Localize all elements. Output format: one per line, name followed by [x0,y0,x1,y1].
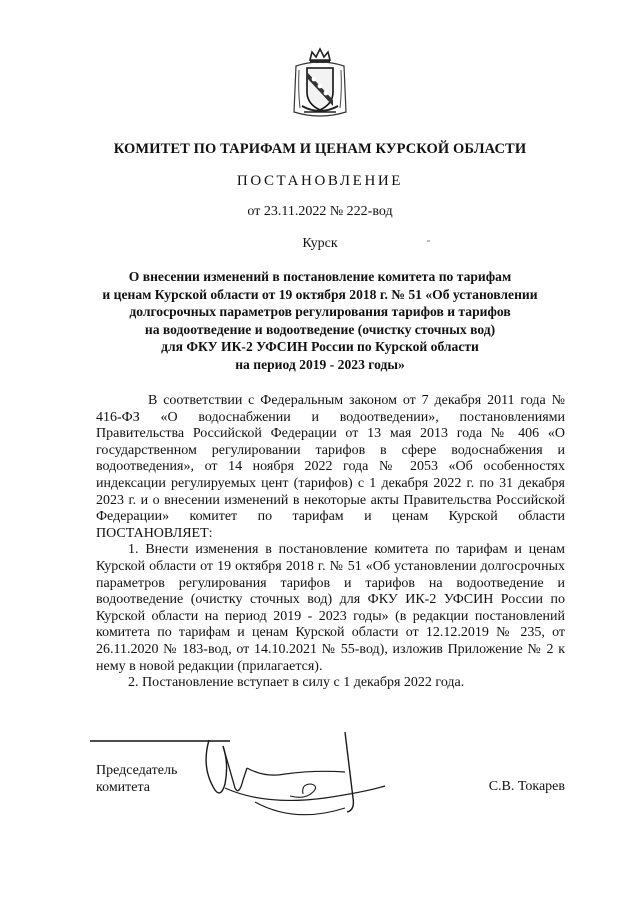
coat-of-arms-icon [290,46,350,120]
document-type: ПОСТАНОВЛЕНИЕ [236,173,404,189]
subject-line: для ФКУ ИК-2 УФСИН России по Курской области [161,339,479,355]
subject-line: О внесении изменений в постановление комитета по тарифам [128,269,512,284]
subject-line: и ценам Курской области от 19 октября 2018 г. № 51 «Об установлении [102,286,538,302]
item-1-paragraph: 1. Внести изменения в постановление комитета по тарифам и ценам Курской области от 19 октября 2018 г. № 51 «Об установлении долгосрочных параметров регулирования тарифов и тарифов на водоотведение и водоотведение (очистку сточных вод) для ФКУ ИК-2 УФСИН России по Курской области на период 2019 - 2023 годы» (в редакции постановлений комитета по тарифам и ценам Курской области от 12.12.2019 № 235, от 26.11.2020 № 183-вод, от 14.10.2021 № 55-вод), изложив Приложение № 2 к нему в новой редакции (прилагается). [96,542,565,674]
organization-title: КОМИТЕТ ПО ТАРИФАМ И ЦЕНАМ КУРСКОЙ ОБЛАСТИ [113,141,527,157]
item-2-paragraph: 2. Постановление вступает в силу с 1 декабря 2022 года. [128,675,465,691]
subject-line: на водоотведение и водоотведение (очистку сточных вод) [144,321,496,337]
subject-line: долгосрочных параметров регулирования тарифов и тарифов [129,304,511,320]
document-date-number: от 23.11.2022 № 222-вод [247,204,393,219]
document-subject [90,268,550,374]
signatory-name: С.В. Токарев [488,779,565,794]
signatory-title-line: Председатель [96,763,178,778]
document-city: Курск [302,236,338,251]
document-body [96,393,565,692]
subject-line: на период 2019 - 2023 годы» [235,356,405,372]
signatory-title-line: комитета [96,780,151,795]
handwritten-signature [195,728,395,828]
scan-speck [427,240,430,242]
preamble-paragraph: В соответствии с Федеральным законом от 7 декабря 2011 года № 416-ФЗ «О водоснабжении и водоотведении», постановлениями Правительства Российской Федерации от 13 мая 2013 года № 406 «О государственном регулировании тарифов в сфере водоснабжения и водоотведения», от 14 ноября 2022 года № 2053 «Об особенностях индексации регулируемых цент (тарифов) с 1 декабря 2022 г. по 31 декабря 2023 г. и о внесении изменений в некоторые акты Правительства Российской Федерации» комитет по тарифам и ценам Курской области ПОСТАНОВЛЯЕТ: [96,393,565,541]
